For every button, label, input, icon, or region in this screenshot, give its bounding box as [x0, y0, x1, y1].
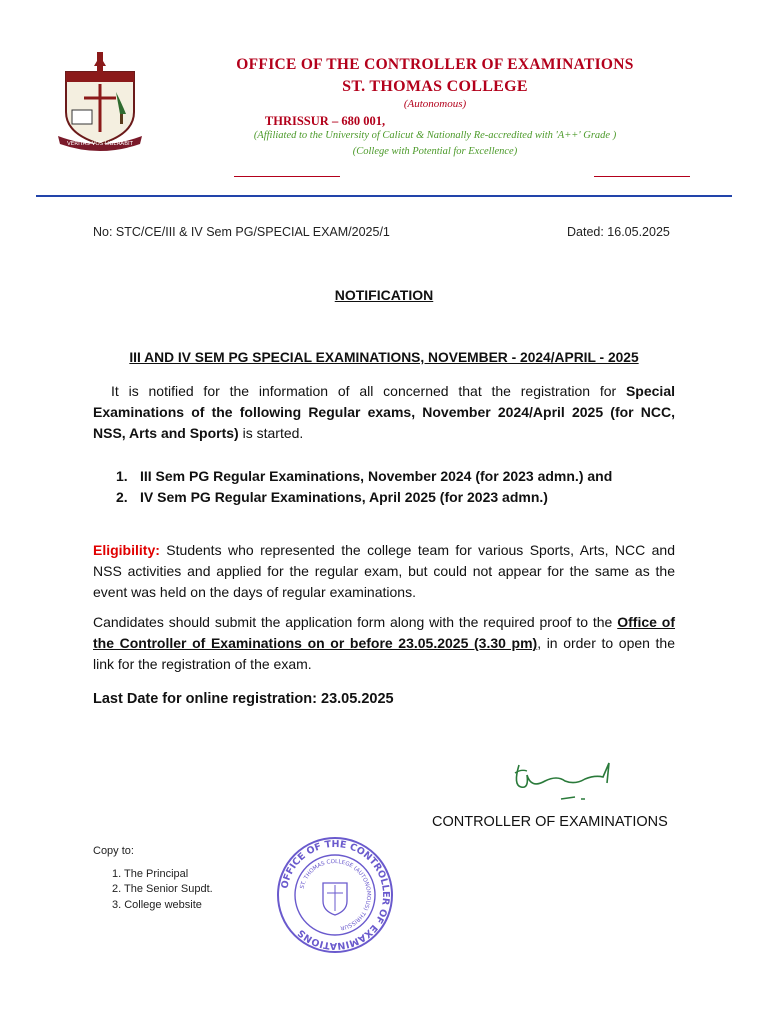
- reference-number: No: STC/CE/III & IV Sem PG/SPECIAL EXAM/2025/1: [93, 225, 390, 239]
- list-item: 1. III Sem PG Regular Examinations, November 2024 (for 2023 admn.) and: [116, 468, 613, 484]
- list-item: 1. The Principal: [112, 868, 189, 880]
- city-address: THRISSUR – 680 001,: [264, 114, 386, 128]
- signature-image: [505, 755, 625, 805]
- seal-inner-text: ST. THOMAS COLLEGE (AUTONOMOUS) THRISSUR: [299, 858, 372, 931]
- header-divider-left: [234, 176, 340, 177]
- eligibility-label: Eligibility:: [93, 542, 160, 558]
- submission-lead: Candidates should submit the application form along with the required proof to the: [93, 614, 618, 630]
- copy-to-label: Copy to:: [93, 845, 134, 857]
- header-divider-right: [594, 176, 690, 177]
- autonomous-label: (Autonomous): [403, 98, 467, 110]
- notification-title: NOTIFICATION: [334, 287, 434, 303]
- header-rule: [36, 195, 732, 197]
- submission-deadline: Office of the Controller of Examinations on or before 23.05.2025 (3.30 pm): [93, 614, 676, 651]
- date: Dated: 16.05.2025: [567, 225, 670, 239]
- crest-motto: VERITAS VOS LIBERABIT: [67, 141, 133, 147]
- college-crest-logo: [56, 52, 144, 152]
- list-item: 2. IV Sem PG Regular Examinations, April 2025 (for 2023 admn.): [116, 489, 548, 505]
- submission-paragraph: [93, 612, 675, 675]
- notification-subject: III AND IV SEM PG SPECIAL EXAMINATIONS, NOVEMBER - 2024/APRIL - 2025: [129, 350, 639, 365]
- list-item: 2. The Senior Supdt.: [112, 883, 213, 895]
- potential-text: (College with Potential for Excellence): [352, 146, 518, 157]
- college-name: ST. THOMAS COLLEGE: [342, 78, 528, 95]
- intro-lead: It is notified for the information of all concerned that the registration for: [111, 383, 626, 399]
- signatory-title: CONTROLLER OF EXAMINATIONS: [432, 814, 668, 830]
- intro-tail: is started.: [238, 425, 304, 441]
- last-date: Last Date for online registration: 23.05.2025: [93, 691, 394, 707]
- submission-tail: , in order to open the link for the registration of the exam.: [93, 635, 676, 672]
- intro-bold: Special Examinations of the following Regular exams, November 2024/April 2025 (for NCC, NSS, Arts and Sports): [93, 383, 675, 441]
- office-heading: OFFICE OF THE CONTROLLER OF EXAMINATIONS: [236, 56, 634, 73]
- list-item: 3. College website: [112, 899, 202, 911]
- seal-outer-text: OFFICE OF THE CONTROLLER OF EXAMINATIONS: [279, 838, 392, 952]
- intro-paragraph: [93, 381, 675, 444]
- affiliation-text: (Affiliated to the University of Calicut & Nationally Re-accredited with 'A++' Grade ): [253, 130, 617, 141]
- office-seal-stamp: [275, 835, 395, 955]
- eligibility-text: Students who represented the college team for various Sports, Arts, NCC and NSS activities and applied for the regular exam, but could not appear for the same as the event was held on the days of regular examinations.: [93, 542, 675, 600]
- eligibility-paragraph: [93, 540, 675, 603]
